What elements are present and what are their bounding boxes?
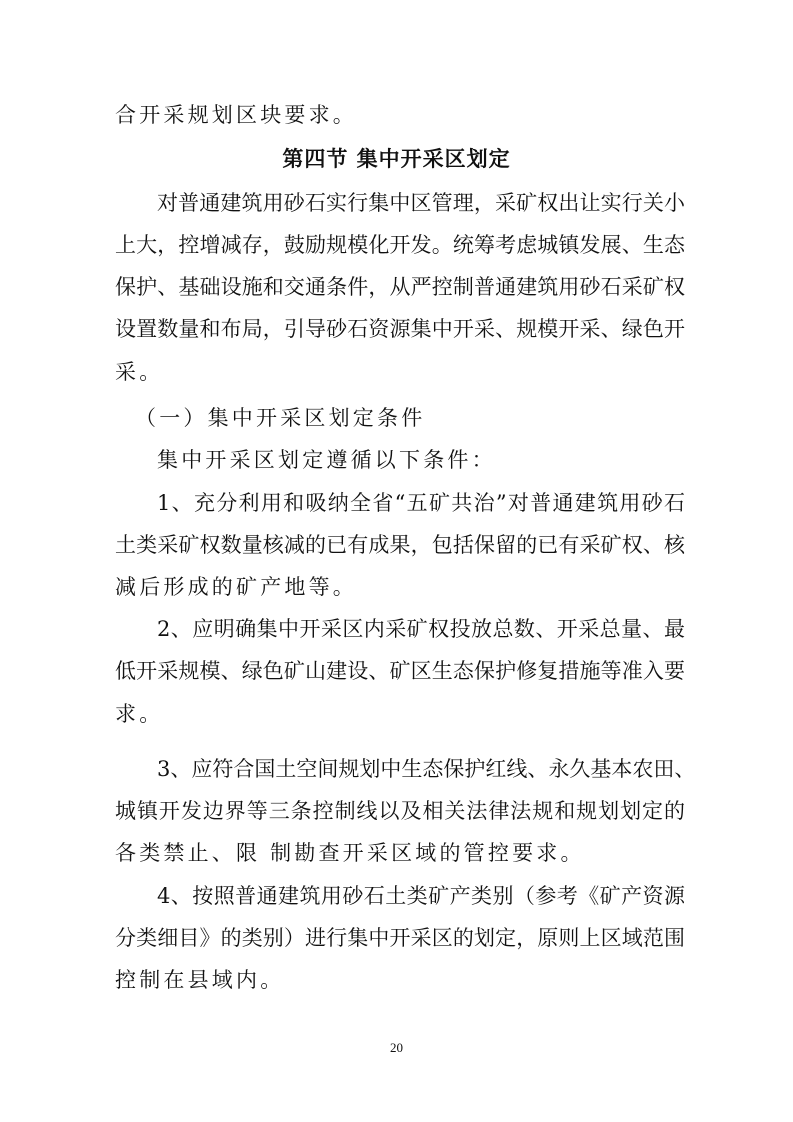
text-line: 保护、基础设施和交通条件，从严控制普通建筑用砂石采矿权 [115, 275, 685, 300]
list-item-line: 控制在县域内。 [115, 968, 285, 992]
text-line: 合开采规划区块要求。 [115, 103, 357, 127]
list-item-line: 分类细目》的类别）进行集中开采区的划定，原则上区域范围 [115, 925, 685, 950]
text-line: 设置数量和布局，引导砂石资源集中开采、规模开采、绿色开 [115, 317, 685, 342]
list-item-line: 2、应明确集中开采区内采矿权投放总数、开采总量、最 [157, 617, 685, 642]
list-item-line: 城镇开发边界等三条控制线以及相关法律法规和规划划定的 [115, 799, 685, 824]
list-item-line: 各类禁止、限 制勘查开采区域的管控要求。 [115, 841, 585, 866]
text-line: 对普通建筑用砂石实行集中区管理，采矿权出让实行关小 [157, 190, 685, 215]
list-item-line: 3、应符合国土空间规划中生态保护红线、永久基本农田、 [157, 757, 696, 782]
list-item-line: 土类采矿权数量核减的已有成果，包括保留的已有采矿权、核 [115, 532, 685, 557]
subsection-heading: （一）集中开采区划定条件 [135, 406, 426, 431]
list-item-line: 1、充分利用和吸纳全省“五矿共治”对普通建筑用砂石 [157, 490, 685, 515]
text-line: 上大，控增减存，鼓励规模化开发。统筹考虑城镇发展、生态 [115, 233, 685, 258]
list-item-line: 减后形成的矿产地等。 [115, 575, 357, 600]
text-line: 集中开采区划定遵循以下条件： [157, 448, 496, 473]
text-line: 采。 [115, 359, 164, 384]
section-heading: 第四节 集中开采区划定 [282, 146, 511, 171]
list-item-line: 低开采规模、绿色矿山建设、矿区生态保护修复措施等准入要 [115, 659, 685, 684]
page-number: 20 [390, 1040, 403, 1055]
list-item-line: 4、按照普通建筑用砂石土类矿产类别（参考《矿产资源 [157, 883, 685, 908]
list-item-line: 求。 [115, 701, 164, 726]
